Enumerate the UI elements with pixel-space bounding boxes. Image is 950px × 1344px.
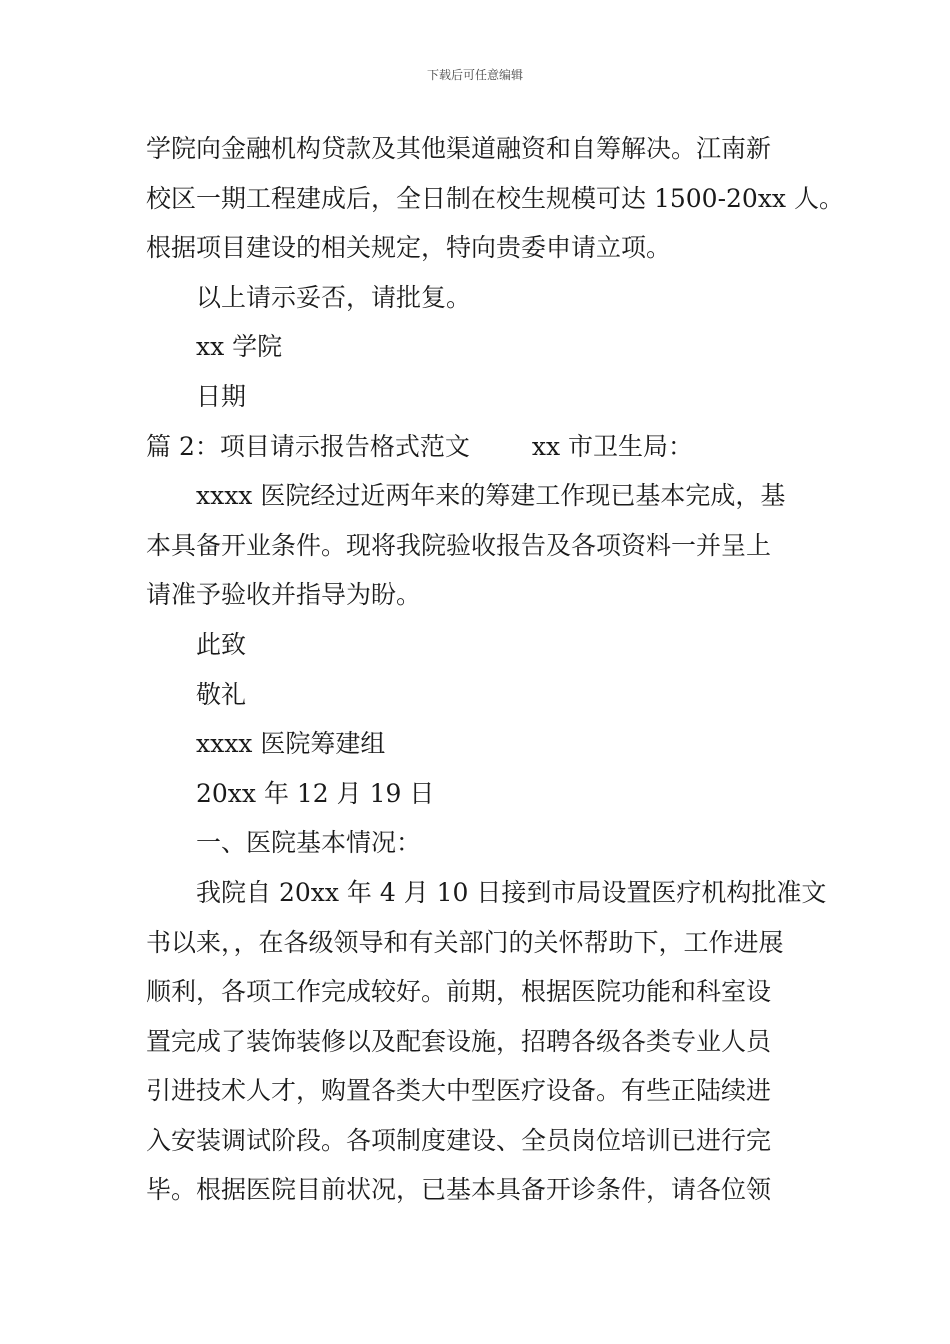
paragraph-line: 引进技术人才，购置各类大中型医疗设备。有些正陆续进 bbox=[146, 1076, 772, 1106]
paragraph-line: 入安装调试阶段。各项制度建设、全员岗位培训已进行完 bbox=[146, 1125, 772, 1155]
section-heading-line bbox=[146, 422, 826, 472]
paragraph-line: 学院向金融机构贷款及其他渠道融资和自筹解决。江南新 bbox=[146, 134, 772, 163]
paragraph-line: 顺利，各项工作完成较好。前期，根据医院功能和科室设 bbox=[146, 977, 772, 1007]
sender-name: xxxx 医院筹建组 bbox=[196, 729, 386, 759]
paragraph-line: 本具备开业条件。现将我院验收报告及各项资料一并呈上 bbox=[146, 530, 772, 560]
salutation-line: 敬礼 bbox=[196, 679, 247, 709]
closing-request-line: 以上请示妥否，请批复。 bbox=[196, 282, 472, 312]
paragraph-line: 毕。根据医院目前状况，已基本具备开诊条件，请各位领 bbox=[146, 1175, 772, 1205]
paragraph-line: 置完成了装饰装修以及配套设施，招聘各级各类专业人员 bbox=[146, 1026, 772, 1056]
paragraph-line: 根据项目建设的相关规定，特向贵委申请立项。 bbox=[146, 233, 672, 263]
section-title: 篇 2：项目请示报告格式范文 bbox=[146, 431, 470, 461]
section-recipient: xx 市卫生局： bbox=[531, 431, 694, 461]
subsection-heading: 一、医院基本情况： bbox=[196, 828, 422, 858]
paragraph-line: 我院自 20xx 年 4 月 10 日接到市局设置医疗机构批准文 bbox=[196, 877, 827, 907]
date-line: 20xx 年 12 月 19 日 bbox=[196, 778, 435, 808]
sender-name: xx 学院 bbox=[196, 332, 283, 362]
page-header-note: 下载后可任意编辑 bbox=[426, 68, 523, 82]
paragraph-line: 书以来，，在各级领导和有关部门的关怀帮助下，工作进展 bbox=[146, 927, 784, 957]
salutation-line: 此致 bbox=[196, 629, 247, 659]
paragraph-line: 请准予验收并指导为盼。 bbox=[146, 580, 422, 610]
paragraph-line: xxxx 医院经过近两年来的筹建工作现已基本完成，基 bbox=[196, 481, 786, 511]
document-body bbox=[146, 124, 844, 1215]
paragraph-line: 校区一期工程建成后，全日制在校生规模可达 1500-20xx 人。 bbox=[146, 183, 844, 213]
date-label: 日期 bbox=[196, 381, 247, 411]
